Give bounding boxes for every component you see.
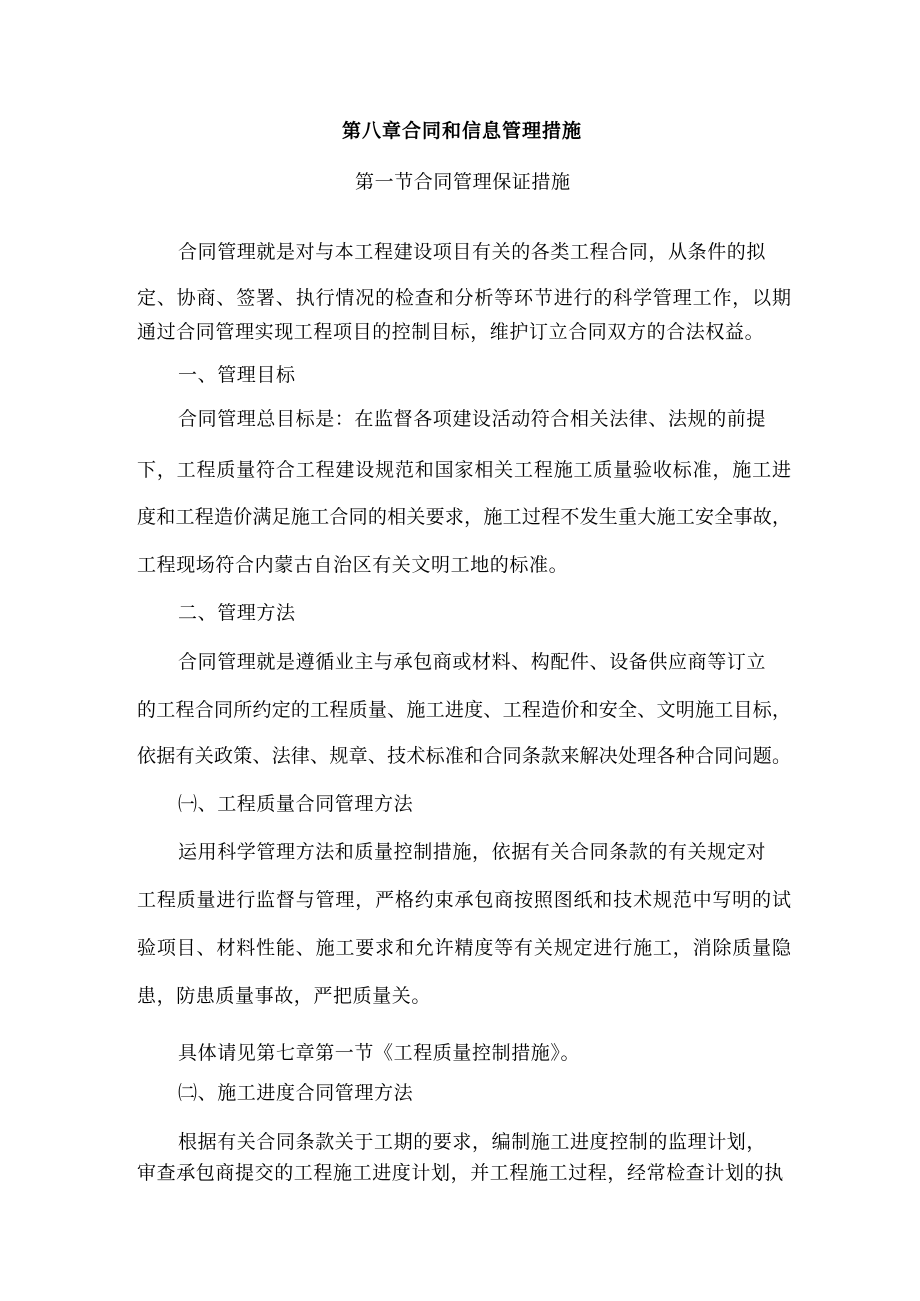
subheading-schedule: ㈡、施工进度合同管理方法 [178,1082,414,1104]
paragraph-line: 工程质量进行监督与管理，严格约束承包商按照图纸和技术规范中写明的试 [137,889,791,911]
reference-note: 具体请见第七章第一节《工程质量控制措施》。 [178,1042,581,1064]
paragraph-line: 根据有关合同条款关于工期的要求，编制施工进度控制的监理计划， [178,1131,767,1153]
paragraph-line: 的工程合同所约定的工程质量、施工进度、工程造价和安全、文明施工目标， [137,699,791,721]
paragraph-line: 合同管理总目标是：在监督各项建设活动符合相关法律、法规的前提 [178,408,767,430]
paragraph-line: 验项目、材料性能、施工要求和允许精度等有关规定进行施工，消除质量隐 [137,937,791,959]
paragraph-line: 度和工程造价满足施工合同的相关要求，施工过程不发生重大施工安全事故， [137,506,791,528]
paragraph-line: 合同管理就是对与本工程建设项目有关的各类工程合同，从条件的拟 [178,241,767,263]
paragraph-line: 工程现场符合内蒙古自治区有关文明工地的标准。 [137,554,569,576]
paragraph-line: 审查承包商提交的工程施工进度计划，并工程施工过程，经常检查计划的执 [137,1162,784,1184]
paragraph-line: 合同管理就是遵循业主与承包商或材料、构配件、设备供应商等订立 [178,651,767,673]
chapter-title: 第八章合同和信息管理措施 [342,120,583,142]
paragraph-line: 通过合同管理实现工程项目的控制目标，维护订立合同双方的合法权益。 [137,321,765,343]
heading-management-goals: 一、管理目标 [178,364,296,386]
paragraph-line: 依据有关政策、法律、规章、技术标准和合同条款来解决处理各种合同问题。 [137,745,791,767]
paragraph-line: 患，防患质量事故，严把质量关。 [137,985,432,1007]
paragraph-line: 定、协商、签署、执行情况的检查和分析等环节进行的科学管理工作，以期 [137,287,791,309]
subheading-quality: ㈠、工程质量合同管理方法 [178,793,414,815]
heading-management-methods: 二、管理方法 [178,602,296,624]
section-title: 第一节合同管理保证措施 [355,171,571,193]
paragraph-line: 运用科学管理方法和质量控制措施，依据有关合同条款的有关规定对 [178,841,767,863]
paragraph-line: 下，工程质量符合工程建设规范和国家相关工程施工质量验收标准，施工进 [137,459,791,481]
